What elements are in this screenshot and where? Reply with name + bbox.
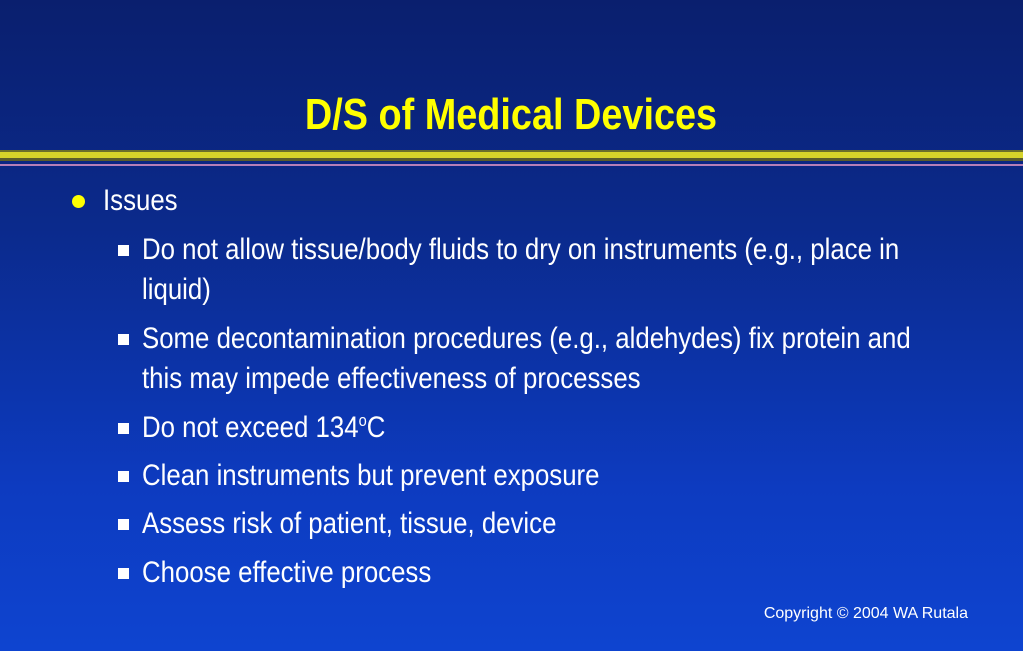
white-square-bullet-icon	[118, 568, 129, 579]
sub-bullet-6: Choose effective process	[142, 556, 432, 589]
sub-bullet-5: Assess risk of patient, tissue, device	[142, 507, 557, 540]
white-square-bullet-icon	[118, 423, 129, 434]
degree-superscript: o	[358, 410, 367, 430]
sub-bullet-4: Clean instruments but prevent exposure	[142, 459, 600, 492]
sub-bullet-2: Some decontamination procedures (e.g., aldehydes) fix protein and this may impede effectiveness of processes	[142, 322, 911, 395]
white-square-bullet-icon	[118, 245, 129, 256]
sub-bullet-1: Do not allow tissue/body fluids to dry on instruments (e.g., place in liquid)	[142, 233, 900, 306]
sub-bullet-3	[142, 408, 933, 448]
white-square-bullet-icon	[118, 519, 129, 530]
sub-bullet-3-unit: C	[366, 411, 386, 444]
sub-bullet-3-text: Do not exceed 134	[142, 411, 359, 444]
yellow-circle-bullet-icon	[72, 195, 85, 208]
white-square-bullet-icon	[118, 334, 129, 345]
white-square-bullet-icon	[118, 471, 129, 482]
bullet-issues: Issues	[103, 184, 178, 217]
slide-title: D/S of Medical Devices	[304, 90, 718, 139]
copyright-footer: Copyright © 2004 WA Rutala	[763, 605, 968, 622]
